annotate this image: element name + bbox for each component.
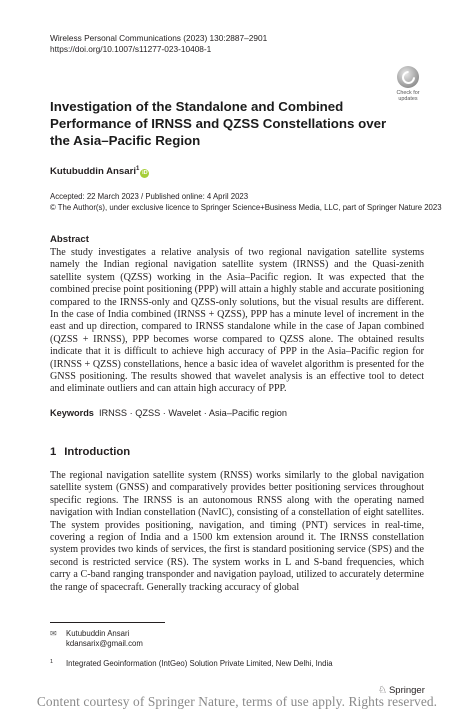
section-heading bbox=[50, 446, 130, 458]
check-for-updates-icon bbox=[397, 66, 419, 88]
courtesy-watermark: Content courtesy of Springer Nature, terms of use apply. Rights reserved. bbox=[36, 694, 438, 709]
keywords-line bbox=[50, 407, 424, 420]
doi-link[interactable]: https://doi.org/10.1007/s11277-023-10408-1 bbox=[50, 44, 212, 54]
author-line bbox=[50, 163, 149, 178]
copyright-notice: © The Author(s), under exclusive licence to Springer Science+Business Media, LLC, part of Springer Nature 2023 bbox=[50, 203, 442, 212]
corresponding-author-name: Kutubuddin Ansari bbox=[66, 629, 130, 638]
abstract-text: The study investigates a relative analysis of two regional navigation satellite systems namely the Indian regional navigation satellite system (IRNSS) and the Quasi-zenith satellite system (QZSS) working in the Asia–Pacific region. It was expected that the combined precise point positioning (PPP) will attain a highly stable and accurate positioning compared to the IRNSS-only and QZSS-only solutions, but the visual results are different. In the case of India combined (IRNSS + QZSS), PPP has a minute level of increment in the east and up direction, compared to IRNSS standalone while in the case of Japan combined (QZSS + IRNSS), PPP becomes worse compared to QZSS alone. The obtained results indicate that it is difficult to achieve high accuracy of PPP in the Asia–Pacific region for (IRNSS + QZSS) constellations, hence a basic idea of wavelet algorithm is presented for the GNSS positioning. The results showed that wavelet analysis is an effective tool to detect and eliminate outliers and can attain high accuracy of PPP. bbox=[50, 247, 424, 395]
badge-line-1: Check for bbox=[396, 90, 420, 96]
envelope-icon: ✉ bbox=[50, 629, 57, 638]
introduction-text: The regional navigation satellite system (RNSS) works similarly to the global navigation satellite system (GNSS) and comparatively provides better positioning services throughout specific regions. The IRNSS is an autonomous RNSS along with the operating named navigation with Indian constellation (NavIC), consisting of a constellation of eight satellites. The system provides positioning, navigation, and timing (PNT) services in real-time, covering a region of India and a 1500 km extension around it. The IRNSS constellation system provides two kinds of services, the first is standard positioning service (SPS) and the second is restricted service (RS). The system works in L and S-band frequencies, which carry a C-band ranging transponder and navigation payload, utilized to accurately determine the range of spacecraft. Generally tracking accuracy of global bbox=[50, 470, 424, 593]
springer-horse-icon: ♘ bbox=[378, 685, 387, 696]
footnote-divider bbox=[50, 622, 165, 623]
author-name[interactable]: Kutubuddin Ansari bbox=[50, 166, 136, 178]
affiliation-mark: 1 bbox=[135, 166, 140, 172]
keywords-label: Keywords bbox=[50, 408, 94, 418]
affiliation-footnote-mark: 1 bbox=[50, 659, 54, 665]
journal-citation: Wireless Personal Communications (2023) 130:2887–2901 bbox=[50, 33, 268, 43]
publisher-name: Springer bbox=[388, 685, 425, 696]
check-for-updates-badge[interactable] bbox=[391, 66, 425, 104]
paper-title: Investigation of the Standalone and Combined Performance of IRNSS and QZSS Constellations over the Asia–Pacific Region bbox=[50, 99, 387, 148]
orcid-icon[interactable]: iD bbox=[142, 170, 148, 177]
section-number: 1 bbox=[50, 446, 57, 458]
section-title: Introduction bbox=[64, 446, 131, 458]
author-email[interactable]: kdansarix@gmail.com bbox=[66, 639, 143, 648]
affiliation-footnote bbox=[50, 657, 333, 669]
publication-dates: Accepted: 22 March 2023 / Published online: 4 April 2023 bbox=[50, 192, 249, 201]
badge-line-2: updates bbox=[398, 96, 418, 102]
keywords-text: IRNSS · QZSS · Wavelet · Asia–Pacific region bbox=[98, 408, 288, 418]
corresponding-author bbox=[50, 629, 129, 639]
affiliation-text: Integrated Geoinformation (IntGeo) Solution Private Limited, New Delhi, India bbox=[66, 659, 333, 668]
abstract-heading: Abstract bbox=[50, 234, 89, 245]
